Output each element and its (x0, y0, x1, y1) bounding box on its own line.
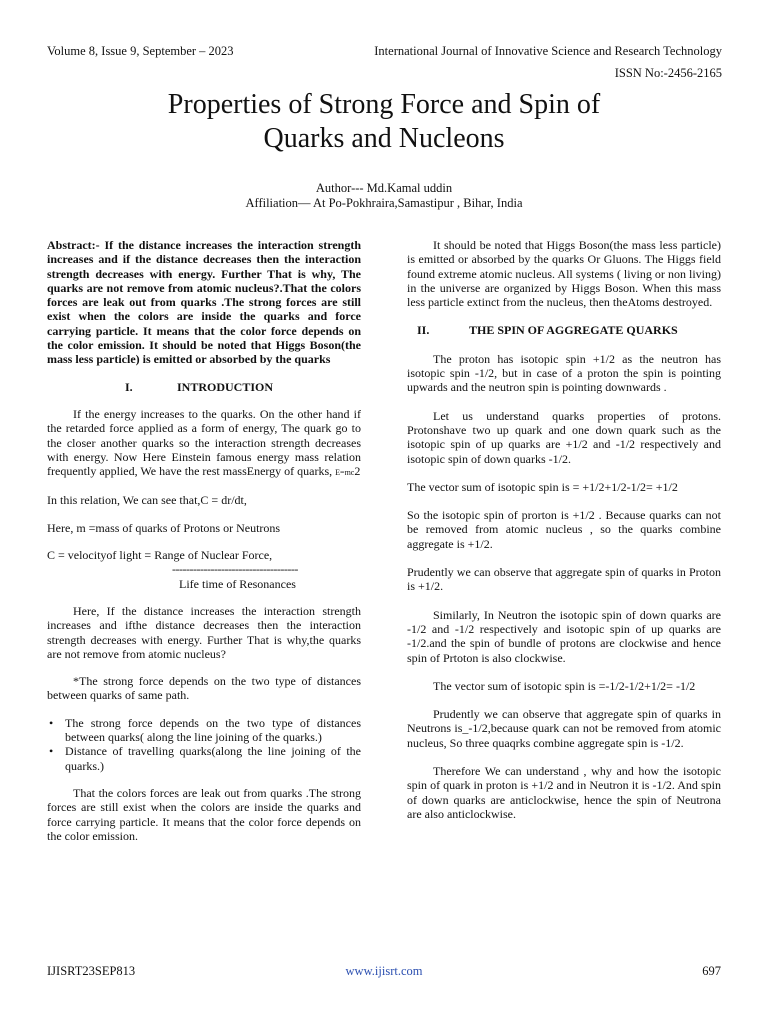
formula: E=mc (335, 468, 355, 478)
section-heading-2 (407, 323, 721, 337)
paragraph: The vector sum of isotopic spin is =-1/2-1/2+1/2= -1/2 (433, 678, 696, 693)
paragraph: Prudently we can observe that aggregate spin of quarks in Proton is +1/2. (407, 565, 721, 594)
section-title: INTRODUCTION (177, 379, 274, 394)
paragraph-text: If the energy increases to the quarks. On the other hand if the retarded force applied as a form of energy, The quark go to the closer another quarks so the interaction strength decreases with energy. Now Here Einstein famous energy mass relation frequently applied, We have the rest massEnergy of quarks, (47, 406, 361, 479)
range-formula (47, 548, 361, 591)
section-title: THE SPIN OF AGGREGATE QUARKS (469, 323, 678, 338)
paper-title-line-2: Quarks and Nucleons (263, 123, 505, 154)
paragraph: Similarly, In Neutron the isotopic spin of down quarks are -1/2 and -1/2 respectively and isotopic spin of up quarks are -1/2.and the spin of bundle of protons are clockwise and hence spin of Prtoton is also clockwise. (407, 607, 721, 665)
formula-numerator: C = velocityof light = Range of Nuclear Force, (47, 548, 273, 563)
section-heading-1 (47, 380, 361, 394)
paragraph: Prudently we can observe that aggregate spin of quarks in Neutrons is_-1/2,because quark can not be removed from atomic nucleus, So three quaqrks combine aggregate spin is -1/2. (407, 707, 721, 750)
paragraph: That the colors forces are leak out from quarks .The strong forces are still exist when the colors are inside the quarks and force carrying particle. It means that the color force depends on the color emission. (47, 785, 361, 843)
list-item (47, 744, 361, 773)
paper-id: IJISRT23SEP813 (47, 964, 136, 978)
page-number: 697 (702, 964, 721, 978)
journal-website-link[interactable]: www.ijisrt.com (345, 964, 423, 978)
paragraph: In this relation, We can see that,C = dr/dt, (47, 493, 247, 508)
issn: ISSN No:-2456-2165 (614, 66, 722, 80)
affiliation: Affiliation— At Po-Pokhraira,Samastipur , Bihar, India (245, 196, 523, 210)
list-item-text: The strong force depends on the two type of distances between quarks( along the line joining of the quarks.) (65, 715, 361, 745)
paragraph: Here, m =mass of quarks of Protons or Neutrons (47, 520, 281, 535)
bullet-icon: • (49, 744, 54, 759)
paragraph: So the isotopic spin of prorton is +1/2 . Because quarks can not be removed from atomic nucleus , so the quarks combine aggregate is +1/2. (407, 508, 721, 551)
paragraph: The vector sum of isotopic spin is = +1/2+1/2-1/2= +1/2 (407, 479, 678, 494)
paragraph: It should be noted that Higgs Boson(the mass less particle) is emitted or absorbed by the quarks Or Gluons. The Higgs field found extreme atomic nucleus. All systems ( living or non living) in the universe are organized by Higgs Boson. When this mass less particle extinct from the nucleus, then theAtoms destroyed. (407, 238, 721, 310)
abstract: Abstract:- If the distance increases the interaction strength increases and if the distance decreases then the interaction strength decreases with energy. Further That is why, The quarks are not remove from atomic nucleus?.That the colors forces are leak out from quarks .The strong forces are still exist when the colors are inside the quarks and force carrying particle. It means that the color force depends on the color emission. It should be noted that Higgs Boson(the mass less particle) is emitted or absorbed by the quarks (47, 238, 361, 367)
journal-volume: Volume 8, Issue 9, September – 2023 (47, 44, 234, 58)
section-number: I. (125, 379, 133, 394)
left-column (47, 238, 361, 843)
formula-exponent: 2 (354, 464, 361, 479)
journal-name: International Journal of Innovative Science and Research Technology (374, 44, 722, 58)
paragraph: *The strong force depends on the two type of distances between quarks of same path. (47, 674, 361, 703)
paragraph: Therefore We can understand , why and how the isotopic spin of quark in proton is +1/2 and in Neutron it is -1/2. And spin of down quarks are anticlockwise, hence the spin of Neutrona are also anticlockwise. (407, 764, 721, 821)
author: Author--- Md.Kamal uddin (315, 181, 453, 195)
paragraph: Here, If the distance increases the interaction strength increases and ifthe distance decreases then the interaction strength decreases with energy. Further That is why,the quarks are not remove from atomic nucleus? (47, 603, 361, 661)
paragraph: Let us understand quarks properties of protons. Protonshave two up quark and one down quark such as the isotopic spin of up quarks are +1/2 and -1/2 respectively and isotopic spin of down quarks -1/2. (407, 408, 721, 466)
formula-rule: ------------------------------------ (172, 562, 298, 577)
paragraph (47, 407, 361, 480)
list-item-text: Distance of travelling quarks(along the line joining of the quarks.) (65, 744, 361, 773)
bullet-icon: • (49, 715, 54, 730)
section-number: II. (417, 323, 430, 338)
list-item (47, 716, 361, 745)
formula-denominator: Life time of Resonances (179, 576, 296, 591)
paper-title (0, 88, 768, 156)
paragraph: The proton has isotopic spin +1/2 as the neutron has isotopic spin -1/2, but in case of a proton the spin is pointing upwards and the neutron spin is pointing downwards . (407, 351, 721, 395)
bullet-list (47, 716, 361, 773)
right-column (407, 238, 721, 821)
paper-title-line-1: Properties of Strong Force and Spin of (167, 89, 601, 120)
